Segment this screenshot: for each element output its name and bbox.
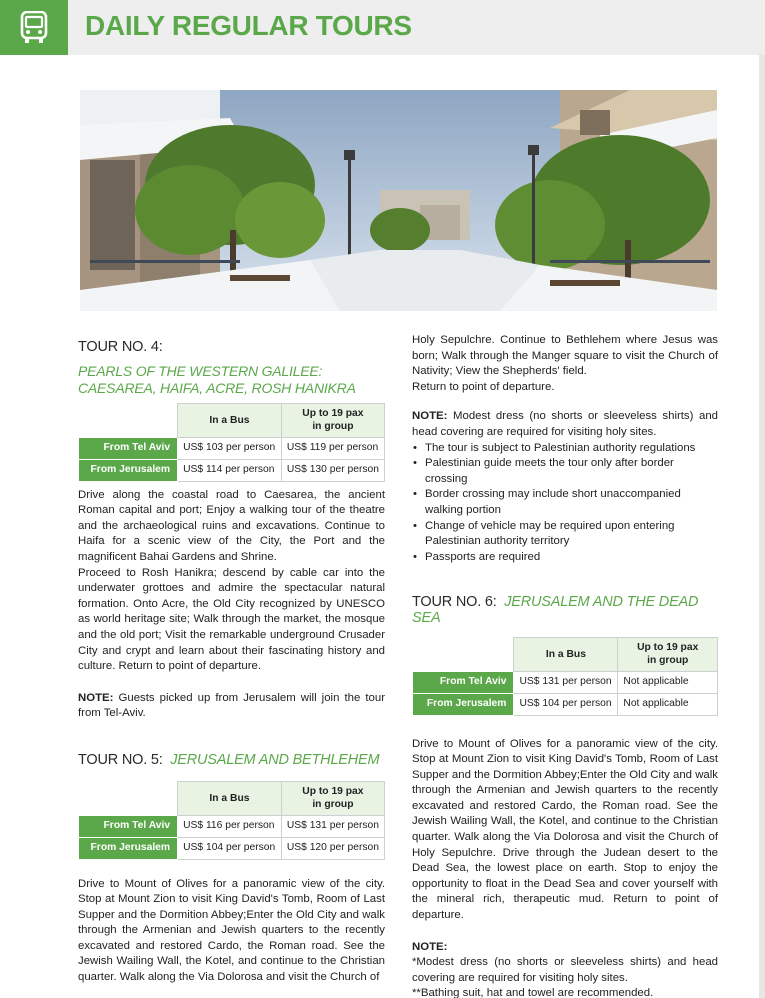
col-header-bus: In a Bus [178,781,282,815]
bus-icon [20,11,48,44]
list-item: • Change of vehicle may be required upon entering Palestinian authority territory [412,519,718,550]
row-label: From Jerusalem [79,459,178,481]
table-row [79,837,385,859]
price-group: Not applicable [618,693,718,715]
list-item: • Border crossing may include short unaccompanied walking portion [412,487,718,518]
row-label: From Tel Aviv [413,671,514,693]
price-bus: US$ 104 per person [514,693,618,715]
row-label: From Tel Aviv [79,437,178,459]
col-header-group: Up to 19 pax in group [281,781,384,815]
table-row [79,459,385,481]
price-group: US$ 131 per person [281,815,384,837]
price-group: Not applicable [618,671,718,693]
tour5-heading: TOUR NO. 5: JERUSALEM AND BETHLEHEM [78,751,380,768]
col-header-bus: In a Bus [514,637,618,671]
tour5-bullet-list [412,441,718,566]
right-column [412,333,718,998]
tour4-description-2: Proceed to Rosh Hanikra; descend by cable car into the underwater grottoes and admire the spectacular natural formation. Onto Acre, the Old City recognized by UNESCO as world heritage site; Walk through the market, the mosque and the old port; Visit the remarkable underground Crusader City and crypt and learn about their fascinating history and culture. Return to point of departure. [78,566,385,673]
tour6-price-table [412,637,718,716]
page-title: DAILY REGULAR TOURS [85,10,412,41]
page-header [0,0,765,55]
snowy-street-photo [80,90,717,311]
col-header-bus: In a Bus [178,403,282,437]
tour6-note-1: *Modest dress (no shorts or sleeveless shirts) and head covering are required for visiting holy sites. [412,956,718,984]
table-row [79,437,385,459]
tour4-description: Drive along the coastal road to Caesarea, the ancient Roman capital and port; Enjoy a walking tour of the theatre and the archaeological ruins and excavations. Continue to Haifa for a scenic view of the City, the Port and the magnificent Bahai Gardens and Shrine. [78,488,385,563]
col-header-group: Up to 19 pax in group [281,403,384,437]
list-item: • The tour is subject to Palestinian authority regulations [412,441,718,457]
tour4-heading: TOUR NO. 4: [78,339,163,355]
tour5-description: Drive to Mount of Olives for a panoramic view of the city. Stop at Mount Zion to visit King David's Tomb, Room of Last Supper and the Dormition Abbey;Enter the Old City and walk through the Armenian and Jewish quarters to the recently excavated and restored Cardo, the Roman road. See the Jewish Wailing Wall, the Kotel, and continue to the Christian quarter. Walk along the Via Dolorosa and visit the Church of [78,877,385,984]
header-icon-box [0,0,68,55]
tour6-heading: TOUR NO. 6: JERUSALEM AND THE DEAD SEA [412,594,699,626]
tour5-description-cont: Holy Sepulchre. Continue to Bethlehem where Jesus was born; Walk through the Manger square to visit the Church of Nativity; View the Shepherds' field. [412,334,718,378]
price-bus: US$ 103 per person [178,437,282,459]
price-group: US$ 119 per person [281,437,384,459]
col-header-group: Up to 19 pax in group [618,637,718,671]
tour4-price-table [78,403,385,482]
price-bus: US$ 116 per person [178,815,282,837]
tour5-return: Return to point of departure. [412,380,555,393]
price-group: US$ 120 per person [281,837,384,859]
tour5-price-table [78,781,385,860]
table-row [413,671,718,693]
tour6-note-label: NOTE: [412,940,448,953]
price-bus: US$ 131 per person [514,671,618,693]
tour4-subtitle-line2: CAESAREA, HAIFA, ACRE, ROSH HANIKRA [78,379,356,396]
tour6-description: Drive to Mount of Olives for a panoramic view of the city. Stop at Mount Zion to visit King David's Tomb, Room of Last Supper and the Dormition Abbey;Enter the Old City and walk through the Armenian and Jewish quarters to the recently excavated and restored Cardo, the Roman road. See the Jewish Wailing Wall, the Kotel, and continue to the Christian quarter. Walk along the Via Dolorosa and visit the Church of Holy Sepulchre. Drive through the Judean desert to the Dead Sea, the lowest place on earth. Stop to enjoy the opportunity to float in the Dead Sea and cover yourself with the mineral rich, therapeutic mud. Return to point of departure. [412,737,718,922]
tour4-note: NOTE: Guests picked up from Jerusalem will join the tour from Tel-Aviv. [78,691,385,720]
page-edge [759,55,765,998]
price-bus: US$ 114 per person [178,459,282,481]
table-row [413,693,718,715]
price-group: US$ 130 per person [281,459,384,481]
left-column [78,340,385,986]
tour5-note: NOTE: Modest dress (no shorts or sleeveless shirts) and head covering are required for visiting holy sites. [412,410,718,438]
list-item: • Passports are required [412,550,718,566]
price-bus: US$ 104 per person [178,837,282,859]
tour4-subtitle-line1: PEARLS OF THE WESTERN GALILEE: [78,362,323,379]
list-item: • Palestinian guide meets the tour only after border crossing [412,456,718,487]
tour6-note-2: **Bathing suit, hat and towel are recommended. [412,987,654,998]
row-label: From Tel Aviv [79,815,178,837]
row-label: From Jerusalem [413,693,514,715]
table-row [79,815,385,837]
row-label: From Jerusalem [79,837,178,859]
